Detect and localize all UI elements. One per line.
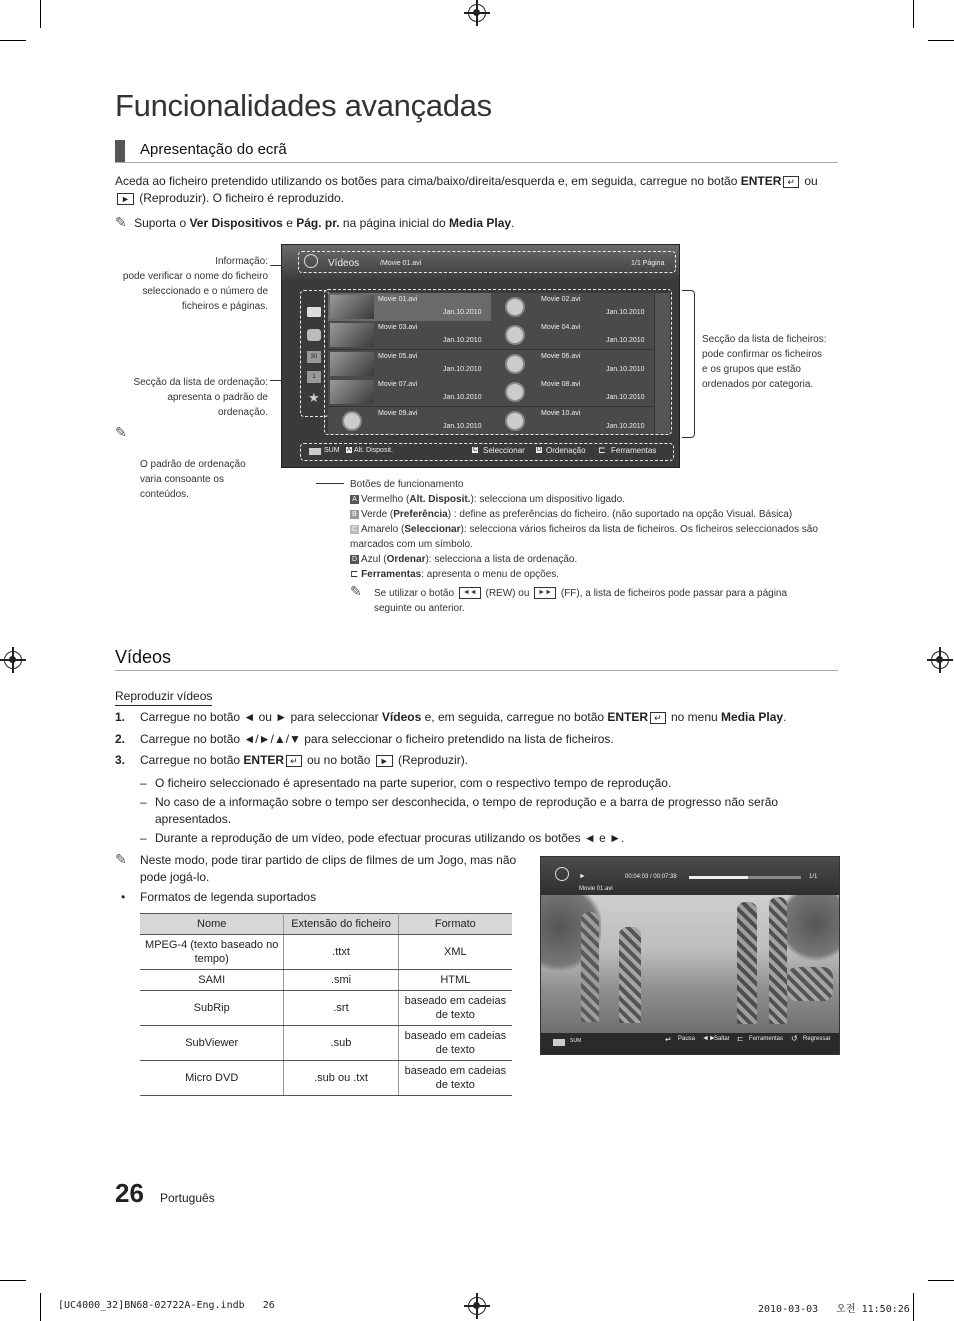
crop-mark [40,0,41,28]
page-title: Funcionalidades avançadas [115,88,492,123]
videos-category-icon [304,254,318,268]
file-grid [328,293,670,435]
dash-item-3 [140,830,855,847]
step-3 [115,752,840,769]
file-name: Movie 03.avi [378,324,418,332]
registration-mark-icon [468,1297,486,1315]
giraffe-shape [769,897,787,1024]
yellow-button-desc [350,522,825,552]
cell-name: SubRip [140,991,284,1026]
yellow-text-2: Seleccionar [404,524,461,535]
subtitle-bullet-text: Formatos de legenda suportados [140,890,317,904]
cell-format: baseado em cadeias de texto [398,1026,512,1061]
green-text-3: ) : define as preferências do ficheiro. (não suportado na opção Visual. Básica) [447,509,793,520]
step-1-text-g: . [783,710,787,724]
rew-note-1: Se utilizar o botão [374,588,455,599]
cell-name: MPEG-4 (texto baseado no tempo) [140,935,284,970]
game-note-text: Neste modo, pode tirar partido de clips de filmes de um Jogo, mas não pode jogá-lo. [140,853,517,884]
game-note [115,852,540,886]
giraffe-shape [787,967,833,1001]
step-1-num: 1. [115,710,126,724]
note-text-d: Pág. pr. [296,216,340,230]
col-extension: Extensão do ficheiro [284,914,398,935]
crop-mark [0,1280,26,1281]
sum-icon [553,1039,565,1046]
cell-name: SAMI [140,970,284,991]
enter-key-icon: ↵ [650,712,666,724]
sort-note [115,424,275,517]
key-d-icon: D [351,555,358,563]
buttons-title: Botões de funcionamento [350,479,464,490]
print-file-info: [UC4000_32]BN68-02722A-Eng.indb 26 [58,1300,275,1311]
cell-format: baseado em cadeias de texto [398,991,512,1026]
col-name: Nome [140,914,284,935]
tools-button[interactable]: Ferramentas [611,446,657,455]
intro-note [115,214,840,232]
table-row [140,935,512,970]
file-name: Movie 02.avi [541,296,581,303]
cell-name: SubViewer [140,1026,284,1061]
step-1-text-d: ENTER [607,710,649,724]
playback-time: 00:04:03 / 00:07:38 [625,874,677,880]
subtitle-formats-table [140,913,512,1096]
step-2-num: 2. [115,732,126,746]
crop-mark [913,1293,914,1321]
tools-button[interactable]: Ferramentas [749,1036,784,1042]
col-format: Formato [398,914,512,935]
key-b-icon: B [350,510,359,519]
yellow-text-3: ): selecciona vários ficheiros da lista de ficheiros. Os ficheiros seleccionados são marcados com um símbolo. [350,524,818,550]
step-1-text-b: Vídeos [381,710,422,724]
file-date: Jan.10.2010 [443,422,482,430]
file-name: Movie 01.avi [378,296,418,303]
sort-note-text: O padrão de ordenação varia consoante os conteúdos. [140,459,246,500]
return-icon: ↺ [791,1034,798,1043]
step-3-num: 3. [115,753,126,767]
sum-label: SUM [324,447,340,454]
tools-icon: ⊏ [598,445,606,455]
play-key-icon: ► [117,193,134,205]
folder-icon [307,307,321,317]
videos-rule [115,670,838,671]
section-heading: Apresentação do ecrã [140,141,287,158]
videos-heading: Vídeos [115,647,172,667]
step-3-text-a: Carregue no botão [140,753,241,767]
cell-format: baseado em cadeias de texto [398,1061,512,1096]
green-text-1: Verde ( [361,509,394,520]
videos-subheading: Reproduzir vídeos [115,688,212,706]
registration-mark-icon [4,651,22,669]
giraffe-shape [619,927,641,1023]
step-2-text: Carregue no botão ◄/►/▲/▼ para seleccionar o ficheiro pretendido na lista de ficheiros. [140,732,614,746]
table-row [140,991,512,1026]
file-list-bracket [682,290,695,438]
cell-name: Micro DVD [140,1061,284,1096]
tools-icon: ⊏ [737,1034,744,1043]
key-c-icon: C [473,447,478,453]
section-marker [115,140,125,162]
enter-key-icon: ↵ [783,176,799,188]
green-button-desc [350,507,825,522]
playing-file-name: Movie 01.avi [579,886,613,892]
skip-icon: ◄► [702,1035,716,1042]
crop-mark [928,1280,954,1281]
crop-mark [928,40,954,41]
enter-label: ENTER [740,174,782,188]
file-name: Movie 05.avi [378,352,418,360]
info-callout: Informação: pode verificar o nome do ficheiro seleccionado e o número de ficheiros e páginas. [122,256,268,312]
cell-format: HTML [398,970,512,991]
page-indicator: 1/1 Página [631,260,665,267]
enter-icon: ↵ [665,1035,672,1044]
file-date: Jan.10.2010 [443,337,482,345]
pause-button[interactable]: Pausa [678,1036,696,1042]
tools-text-2: Ferramentas [361,569,422,580]
footer-language: Português [160,1191,215,1205]
video-player-screen [540,856,840,1055]
date-sort-icon: 30 [307,351,321,363]
intro-paragraph [115,173,840,207]
table-row [140,1061,512,1096]
file-list-dashed [324,289,672,435]
tools-text-3: : apresenta o menu de opções. [421,569,560,580]
or-text: ou [804,174,818,188]
registration-mark-icon [468,4,486,22]
ff-key-icon: ►► [534,587,556,599]
dash-bullet: – [140,795,147,809]
giraffe-shape [581,912,599,1022]
bullet-icon: • [121,890,126,904]
file-name: Movie 04.avi [541,324,581,332]
file-name: Movie 09.avi [378,409,418,417]
step-3-text-d: (Reproduzir). [398,753,469,767]
dash-item-2 [140,794,825,828]
note-text-f: Media Play [449,216,512,230]
month-sort-icon: 1 [307,371,321,383]
progress-track [689,876,801,879]
section-rule [115,162,838,163]
star-icon: ★ [308,390,320,405]
dash-3-text: Durante a reprodução de um vídeo, pode efectuar procuras utilizando os botões ◄ e ►. [155,831,625,845]
play-state-icon: ► [579,873,586,880]
cell-format: XML [398,935,512,970]
buttons-leader-line [316,483,344,484]
note-icon: ✎ [115,851,127,867]
tools-icon: ⊏ [350,569,362,580]
tools-button-desc [350,567,825,582]
cell-extension: .ttxt [284,935,398,970]
step-3-text-b: ENTER [243,753,285,767]
blue-text-3: ): selecciona a lista de ordenação. [425,554,578,565]
cell-extension: .sub ou .txt [284,1061,398,1096]
crop-mark [913,0,914,28]
note-text-e: na página inicial do [342,216,446,230]
rew-note-2: (REW) ou [485,588,530,599]
key-c-icon: C [351,525,358,533]
green-text-2: Preferência [393,509,448,520]
dash-item-1 [140,775,855,792]
key-a-icon: A [350,495,359,504]
step-1-text-f: Media Play [721,710,784,724]
intro-text-1: Aceda ao ficheiro pretendido utilizando os botões para cima/baixo/direita/esquerda e, em seguida, carregue no botão [115,174,738,188]
red-text-1: Vermelho ( [361,494,410,505]
media-browser-screen [281,244,680,468]
step-1-text-a: Carregue no botão ◄ ou ► para seleccionar [140,710,379,724]
tree-shape [781,895,839,965]
file-name: Movie 08.avi [541,381,581,389]
dash-2-text: No caso de a informação sobre o tempo ser desconhecida, o tempo de reprodução e a barra de progresso não serão apresentados. [155,795,779,826]
file-date: Jan.10.2010 [443,309,482,316]
rew-note-3: (FF), a lista de ficheiros pode passar para a página seguinte ou anterior. [374,588,788,614]
rew-ff-note [350,583,825,616]
cell-extension: .sub [284,1026,398,1061]
note-icon: ✎ [115,214,127,230]
note-text-a: Suporta o [134,216,187,230]
crop-mark [40,1293,41,1321]
file-list-callout: Secção da lista de ficheiros: pode confirmar os ficheiros e os grupos que estão ordenados por categoria. [702,334,827,390]
blue-text-1: Azul ( [361,554,387,565]
note-text-g: . [511,216,515,230]
note-text-c: e [286,216,293,230]
sort-list-callout: Secção da lista de ordenação: apresenta o padrão de ordenação. [133,377,268,418]
play-key-icon: ► [376,755,393,767]
file-name: Movie 10.avi [541,409,581,417]
intro-text-2: (Reproduzir). O ficheiro é reproduzido. [139,191,345,205]
file-date: Jan.10.2010 [606,422,645,430]
red-text-2: Alt. Disposit. [409,494,471,505]
dash-bullet: – [140,776,147,790]
cell-extension: .srt [284,991,398,1026]
note-icon: ✎ [115,424,127,440]
blue-text-2: Ordenar [386,554,426,565]
blue-button-desc [350,552,825,567]
table-row [140,1026,512,1061]
file-date: Jan.10.2010 [606,309,645,316]
print-date-info: 2010-03-03 오전 11:50:26 [758,1304,910,1315]
file-path: /Movie 01.avi [380,260,422,267]
key-d-icon: D [537,447,542,453]
file-counter: 1/1 [809,874,818,880]
file-date: Jan.10.2010 [606,394,645,402]
step-3-text-c: ou no botão [306,753,371,767]
red-text-3: ): selecciona um dispositivo ligado. [470,494,626,505]
sum-label: SUM [570,1038,582,1044]
step-1-text-e: no menu [670,710,718,724]
note-icon: ✎ [350,583,362,599]
progress-fill [689,876,748,879]
cell-extension: .smi [284,970,398,991]
crop-mark [0,40,26,41]
registration-mark-icon [931,651,949,669]
file-date: Jan.10.2010 [443,365,482,373]
file-date: Jan.10.2010 [606,365,645,373]
file-date: Jan.10.2010 [606,337,645,345]
step-2 [115,731,840,748]
table-header-row [140,914,512,935]
step-1 [115,709,840,726]
video-icon [555,867,569,881]
sort-button[interactable]: Ordenação [546,446,586,455]
step-1-text-c: e, em seguida, carregue no botão [424,710,605,724]
buttons-description [350,477,825,616]
people-icon [307,329,321,341]
enter-key-icon: ↵ [286,755,302,767]
sum-icon [309,448,321,455]
rew-key-icon: ◄◄ [459,587,481,599]
select-button[interactable]: Seleccionar [483,446,525,455]
dash-bullet: – [140,831,147,845]
file-name: Movie 07.avi [378,381,418,389]
return-button[interactable]: Regressar [803,1036,831,1042]
note-text-b: Ver Dispositivos [189,216,283,230]
page-number: 26 [115,1178,144,1208]
subtitle-bullet [115,889,316,906]
dash-1-text: O ficheiro seleccionado é apresentado na parte superior, com o respectivo tempo de reprodução. [155,776,672,790]
giraffe-shape [737,902,757,1024]
yellow-text-1: Amarelo ( [361,524,405,535]
red-button-desc [350,492,825,507]
file-date: Jan.10.2010 [443,394,482,402]
category-label: Vídeos [328,258,360,269]
table-row [140,970,512,991]
change-device-button[interactable]: Alt. Disposit. [354,447,393,454]
skip-button[interactable]: Saltar [714,1036,730,1042]
key-a-icon: A [347,447,352,453]
file-name: Movie 06.avi [541,352,581,360]
